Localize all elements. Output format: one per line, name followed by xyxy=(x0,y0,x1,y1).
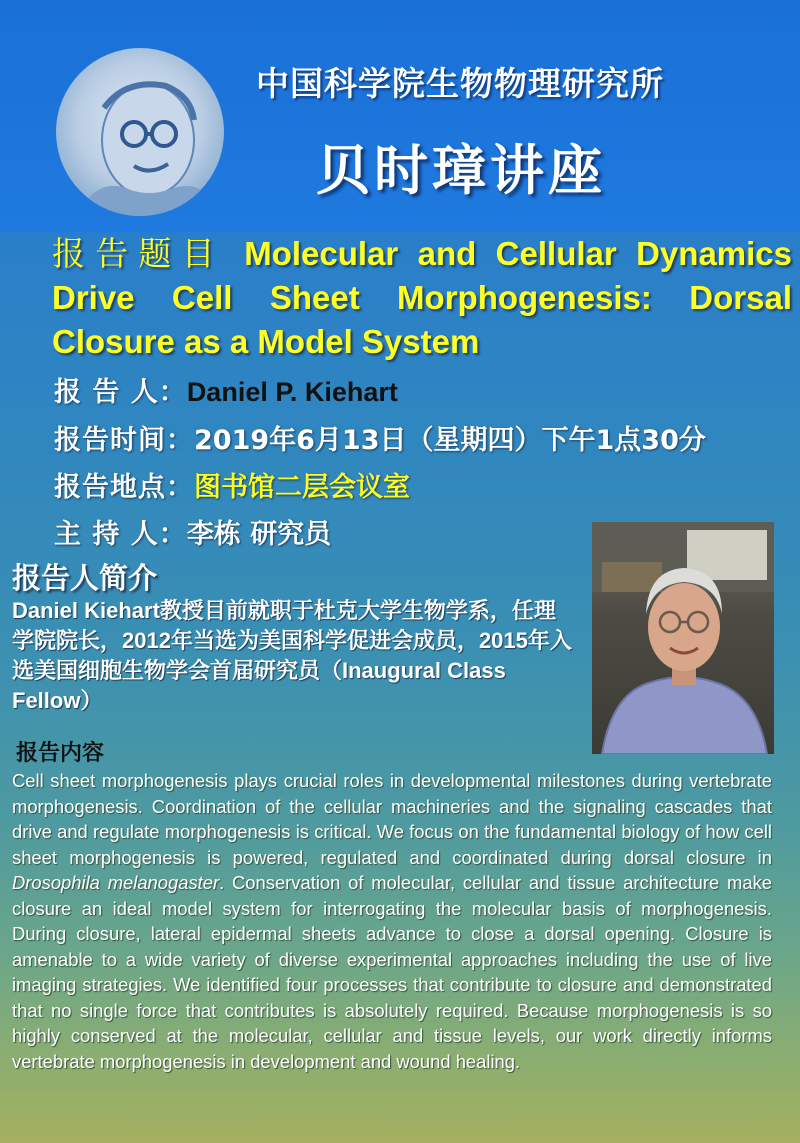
speaker-portrait-icon xyxy=(592,522,774,754)
talk-topic xyxy=(52,232,792,364)
institute-name: 中国科学院生物物理研究所 xyxy=(256,64,664,103)
time-label: 报告时间： xyxy=(54,425,194,456)
host-label: 主 持 人： xyxy=(54,519,187,550)
topic-label: 报告题目 xyxy=(52,234,225,273)
abstract-part-2: . Conservation of molecular, cellular and tissue architecture make closure an ideal model system for interrogating the molecular basis of morphogenesis. During closure, lateral epidermal sheets advance to close a dorsal opening. Closure is amenable to a wide variety of diverse experimental approaches including the use of live imaging strategies. We identified four processes that contribute to closure and demonstrated that no single force that contributes is absolutely required. Because morphogenesis is so highly conserved at the molecular, cellular and tissue levels, our work directly informs vertebrate morphogenesis in development and wound healing. xyxy=(12,872,772,1072)
memorial-portrait xyxy=(56,48,224,216)
species-name: Drosophila melanogaster xyxy=(12,872,220,893)
talk-time: 2019年6月13日（星期四）下午1点30分 xyxy=(194,425,706,456)
bio-heading: 报告人简介 xyxy=(12,561,158,595)
speaker-photo xyxy=(592,522,774,754)
host-row xyxy=(54,512,331,551)
speaker-name: Daniel P. Kiehart xyxy=(186,377,398,407)
abstract-part-1: Cell sheet morphogenesis plays crucial roles in developmental milestones during vertebrate morphogenesis. Coordination of the cellular machineries and the signaling cascades that drive and regulate morphogenesis is critical. We focus on the fundamental biology of how cell sheet morphogenesis is powered, regulated and coordinated during dorsal closure in xyxy=(12,770,772,868)
speaker-label: 报 告 人： xyxy=(54,377,187,408)
location-label: 报告地点： xyxy=(54,472,194,503)
time-row xyxy=(54,418,706,457)
host-name: 李栋 研究员 xyxy=(186,519,332,550)
lecture-series-title: 贝时璋讲座 xyxy=(316,139,606,202)
location-row xyxy=(54,465,410,504)
portrait-sketch-icon xyxy=(56,48,224,216)
topic-title: Molecular and Cellular Dynamics Drive Cell Sheet Morphogenesis: Dorsal Closure as a Model System xyxy=(52,235,793,360)
bio-text: Daniel Kiehart教授目前就职于杜克大学生物学系，任理学院院长，2012年当选为美国科学促进会成员，2015年入选美国细胞生物学会首届研究员（Inaugural Class Fellow） xyxy=(12,598,572,713)
talk-location: 图书馆二层会议室 xyxy=(194,472,410,503)
abstract-heading: 报告内容 xyxy=(16,741,105,766)
abstract-text xyxy=(12,768,772,1074)
speaker-row xyxy=(54,370,398,409)
